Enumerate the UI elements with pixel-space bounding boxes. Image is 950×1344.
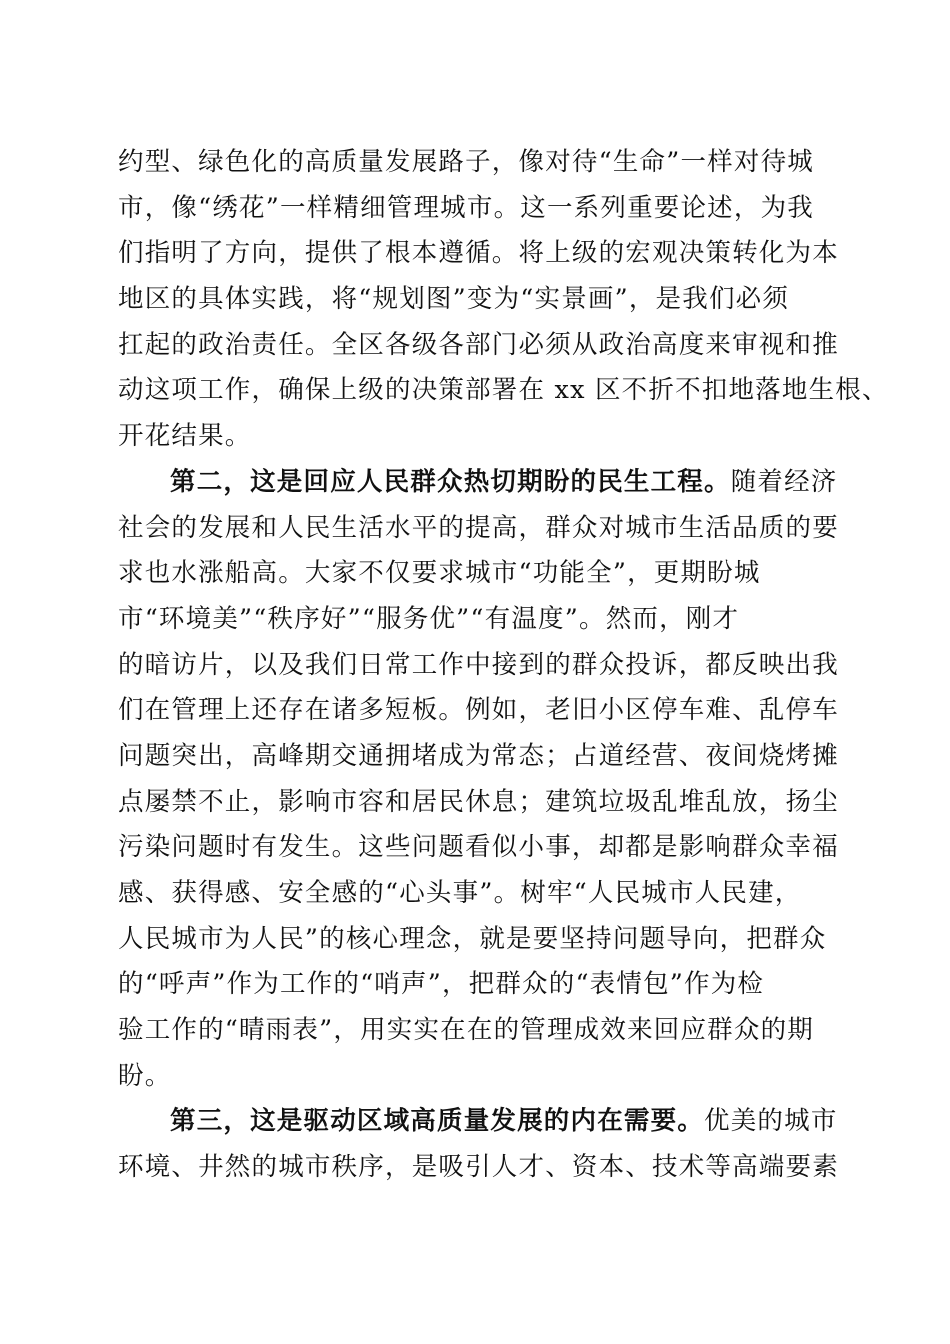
text-line: 环境、井然的城市秩序，是吸引人才、资本、技术等高端要素	[118, 1152, 839, 1183]
text-run: 随着经济	[730, 466, 838, 497]
text-line: 污染问题时有发生。这些问题看似小事，却都是影响群众幸福	[118, 832, 839, 863]
text-line: 社会的发展和人民生活水平的提高，群众对城市生活品质的要	[118, 512, 839, 543]
paragraph-3	[118, 1099, 848, 1190]
text-line: 市，像“绣花”一样精细管理城市。这一系列重要论述，为我	[118, 192, 814, 223]
text-line: 约型、绿色化的高质量发展路子，像对待“生命”一样对待城	[118, 147, 814, 177]
text-line: 问题突出，高峰期交通拥堵成为常态；占道经营、夜间烧烤摊	[118, 740, 839, 771]
paragraph-first-line	[118, 460, 848, 506]
document-body	[118, 140, 889, 1191]
text-line: 们在管理上还存在诸多短板。例如，老旧小区停车难、乱停车	[118, 695, 839, 726]
text-line: 们指明了方向，提供了根本遵循。将上级的宏观决策转化为本	[118, 238, 839, 269]
text-line: 动这项工作，确保上级的决策部署在 xx 区不折不扣地落地生根、	[118, 375, 889, 406]
text-run: 优美的城市	[704, 1106, 838, 1137]
text-line: 感、获得感、安全感的“心头事”。树牢“人民城市人民建，	[118, 878, 802, 908]
text-line: 地区的具体实践，将“规划图”变为“实景画”，是我们必须	[118, 284, 790, 315]
text-line: 验工作的“晴雨表”，用实实在在的管理成效来回应群众的期	[118, 1015, 814, 1046]
paragraph-first-line	[118, 1099, 848, 1145]
text-line: 市“环境美”“秩序好”“服务优”“有温度”。然而，刚才	[118, 603, 740, 634]
paragraph-1	[118, 140, 889, 460]
text-line: 人民城市为人民”的核心理念，就是要坚持问题导向，把群众	[118, 923, 827, 954]
text-line: 点屡禁不止，影响市容和居民休息；建筑垃圾乱堆乱放，扬尘	[118, 786, 839, 817]
text-line: 盼。	[118, 1060, 172, 1091]
paragraph-heading: 第二，这是回应人民群众热切期盼的民生工程。	[170, 466, 731, 497]
text-line: 扛起的政治责任。全区各级各部门必须从政治高度来审视和推	[118, 329, 839, 360]
text-line: 求也水涨船高。大家不仅要求城市“功能全”，更期盼城	[118, 558, 761, 589]
text-line: 开花结果。	[118, 421, 252, 452]
text-line: 的“呼声”作为工作的“哨声”，把群众的“表情包”作为检	[118, 969, 765, 1000]
paragraph-2	[118, 460, 848, 1100]
paragraph-heading: 第三，这是驱动区域高质量发展的内在需要。	[170, 1106, 705, 1137]
text-line: 的暗访片，以及我们日常工作中接到的群众投诉，都反映出我	[118, 649, 839, 680]
